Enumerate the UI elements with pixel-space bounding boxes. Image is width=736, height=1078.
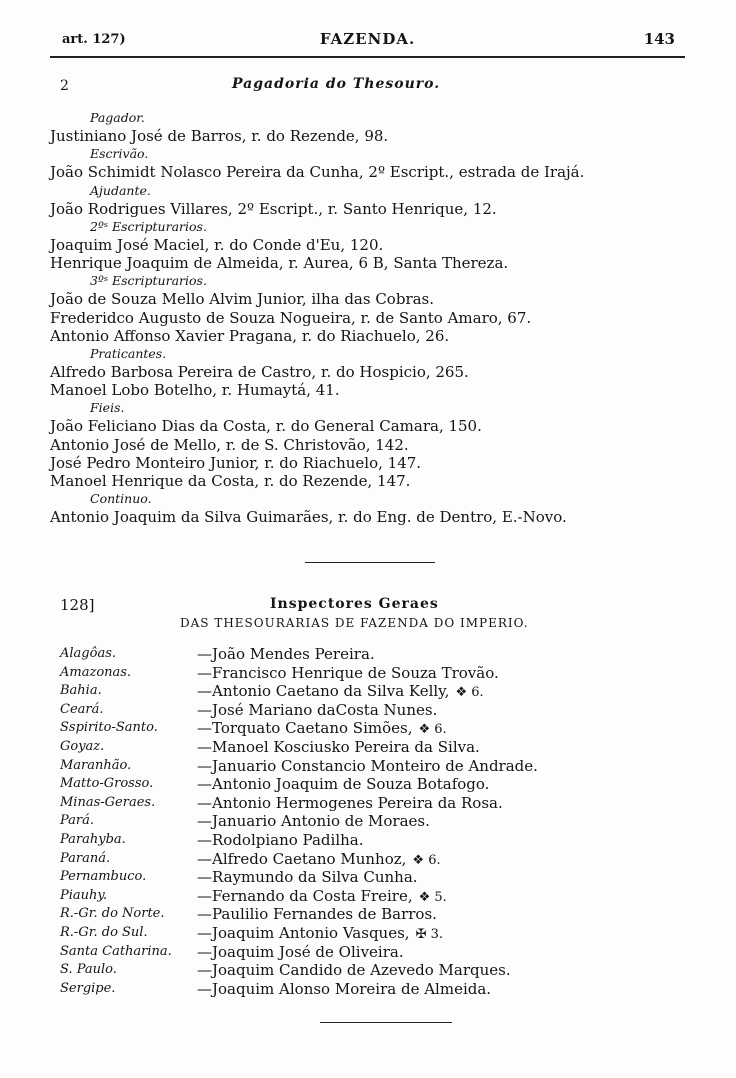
decoration-badge: ❖ 6. xyxy=(455,685,484,701)
inspector-text: —Joaquim Alonso Moreira de Almeida. xyxy=(197,979,492,998)
province-name: Amazonas. xyxy=(60,664,132,680)
page-header xyxy=(50,30,685,52)
province-name: Ceará. xyxy=(60,701,104,717)
table-row xyxy=(60,645,700,664)
staff-entry: Manoel Lobo Botelho, r. Humaytá, 41. xyxy=(50,381,340,400)
inspector-name xyxy=(197,775,489,794)
inspector-text: —Joaquim José de Oliveira. xyxy=(197,942,404,961)
inspector-text: —Januario Antonio de Moraes. xyxy=(197,812,430,831)
inspectors-table xyxy=(60,645,700,998)
inspector-text: —Francisco Henrique de Souza Trovão. xyxy=(197,663,499,682)
role-heading: Fieis. xyxy=(90,400,125,416)
inspector-text: —Joaquim Antonio Vasques, xyxy=(197,923,410,942)
page-title: FAZENDA. xyxy=(319,30,416,48)
staff-entry: Frederidco Augusto de Souza Nogueira, r. de Santo Amaro, 67. xyxy=(50,308,532,327)
staff-entry: Manoel Henrique da Costa, r. do Rezende, 147. xyxy=(50,471,411,490)
staff-entry: Joaquim José Maciel, r. do Conde d'Eu, 120. xyxy=(50,235,384,254)
role-heading: Pagador. xyxy=(90,110,145,125)
inspector-name xyxy=(197,831,364,850)
staff-entry: João Feliciano Dias da Costa, r. do General Camara, 150. xyxy=(50,417,482,436)
inspector-name xyxy=(197,905,437,924)
inspector-name xyxy=(197,794,503,813)
inspector-name xyxy=(197,664,499,683)
table-row xyxy=(60,831,700,850)
decoration-badge: ❖ 6. xyxy=(418,722,447,738)
staff-entry: João de Souza Mello Alvim Junior, ilha das Cobras. xyxy=(50,290,435,309)
end-divider xyxy=(320,1022,452,1023)
province-name: Maranhão. xyxy=(60,757,132,773)
province-name: R.-Gr. do Norte. xyxy=(60,906,165,922)
staff-entry: João Schimidt Nolasco Pereira da Cunha, 2º Escript., estrada de Irajá. xyxy=(50,163,585,182)
province-name: R.-Gr. do Sul. xyxy=(60,924,148,940)
inspector-text: —João Mendes Pereira. xyxy=(197,645,375,663)
province-name: Sspirito-Santo. xyxy=(60,720,158,736)
staff-entry: Antonio Joaquim da Silva Guimarães, r. do Eng. de Dentro, E.-Novo. xyxy=(50,508,567,527)
inspector-name xyxy=(197,980,491,999)
inspector-name xyxy=(197,738,480,757)
inspector-text: —Antonio Joaquim de Souza Botafogo. xyxy=(197,775,490,794)
province-name: Sergipe. xyxy=(60,980,116,996)
inspector-text: —Fernando da Costa Freire, xyxy=(197,886,413,905)
inspector-text: —Raymundo da Silva Cunha. xyxy=(197,868,418,887)
inspector-name xyxy=(197,868,418,887)
province-name: Alagôas. xyxy=(60,646,116,661)
province-name: Pará. xyxy=(60,813,95,829)
inspector-text: —Alfredo Caetano Munhoz, xyxy=(197,849,407,868)
decoration-badge: ❖ 5. xyxy=(418,889,447,905)
inspector-name xyxy=(197,924,443,945)
inspector-text: —Antonio Caetano da Silva Kelly, xyxy=(197,682,450,701)
decoration-badge: ✠ 3. xyxy=(415,926,443,942)
article-reference: art. 127) xyxy=(62,32,126,47)
province-name: Pernambuco. xyxy=(60,869,147,885)
inspector-text: —Paulilio Fernandes de Barros. xyxy=(197,905,437,924)
inspector-text: —Torquato Caetano Simões, xyxy=(197,719,413,738)
province-name: S. Paulo. xyxy=(60,962,117,978)
table-row xyxy=(60,719,700,738)
table-row xyxy=(60,887,700,906)
role-heading: 2ºˢ Escripturarios. xyxy=(90,218,207,234)
table-row xyxy=(60,664,700,683)
inspector-name xyxy=(197,887,447,908)
table-row xyxy=(60,868,700,887)
inspector-name xyxy=(197,850,441,871)
table-row xyxy=(60,775,700,794)
role-heading: Praticantes. xyxy=(90,345,167,361)
inspector-name xyxy=(197,943,404,962)
role-heading: Continuo. xyxy=(90,490,152,506)
staff-entry: Henrique Joaquim de Almeida, r. Aurea, 6 B, Santa Thereza. xyxy=(50,254,509,273)
staff-entry: Alfredo Barbosa Pereira de Castro, r. do Hospicio, 265. xyxy=(50,362,469,381)
table-row xyxy=(60,812,700,831)
inspector-name xyxy=(197,757,538,776)
role-heading: Ajudante. xyxy=(90,182,151,198)
province-name: Bahia. xyxy=(60,683,102,699)
staff-entry: Justiniano José de Barros, r. do Rezende, 98. xyxy=(50,127,389,146)
inspector-name xyxy=(197,719,447,740)
table-row xyxy=(60,980,700,999)
decoration-badge: ❖ 6. xyxy=(412,852,441,868)
inspector-text: —Januario Constancio Monteiro de Andrade. xyxy=(197,756,538,775)
inspector-text: —Antonio Hermogenes Pereira da Rosa. xyxy=(197,793,503,812)
staff-entry: Antonio José de Mello, r. de S. Christovão, 142. xyxy=(50,435,409,454)
staff-list xyxy=(50,109,700,526)
province-name: Goyaz. xyxy=(60,738,105,754)
table-row xyxy=(60,738,700,757)
inspector-name xyxy=(197,961,511,980)
table-row xyxy=(60,924,700,943)
inspector-name xyxy=(197,701,437,720)
table-row xyxy=(60,850,700,869)
header-rule xyxy=(50,56,685,58)
section-subtitle: DAS THESOURARIAS DE FAZENDA DO IMPERIO. xyxy=(180,616,529,630)
table-row xyxy=(60,961,700,980)
inspector-text: —Rodolpiano Padilha. xyxy=(197,830,364,849)
province-name: Matto-Grosso. xyxy=(60,776,154,792)
province-name: Santa Catharina. xyxy=(60,943,172,959)
role-heading: 3ºˢ Escripturarios. xyxy=(90,273,207,289)
section-title: Pagadoria do Thesouro. xyxy=(232,76,441,92)
province-name: Paraná. xyxy=(60,850,111,866)
table-row xyxy=(60,701,700,720)
section-title: Inspectores Geraes xyxy=(270,596,439,612)
inspector-name xyxy=(197,682,484,703)
table-row xyxy=(60,905,700,924)
section-number: 2 xyxy=(60,78,69,94)
section-number: 128] xyxy=(60,596,95,614)
table-row xyxy=(60,757,700,776)
staff-entry: Antonio Affonso Xavier Pragana, r. do Riachuelo, 26. xyxy=(50,326,450,345)
province-name: Minas-Geraes. xyxy=(60,794,156,810)
role-heading: Escrivão. xyxy=(90,146,149,162)
inspector-text: —Joaquim Candido de Azevedo Marques. xyxy=(197,961,511,980)
page-number: 143 xyxy=(643,30,675,48)
province-name: Parahyba. xyxy=(60,831,126,847)
staff-entry: José Pedro Monteiro Junior, r. do Riachuelo, 147. xyxy=(50,453,422,472)
inspector-text: —Manoel Kosciusko Pereira da Silva. xyxy=(197,737,480,756)
table-row xyxy=(60,794,700,813)
inspector-text: —José Mariano daCosta Nunes. xyxy=(197,700,438,719)
table-row xyxy=(60,943,700,962)
table-row xyxy=(60,682,700,701)
section-divider xyxy=(305,562,435,563)
inspector-name xyxy=(197,645,375,664)
inspector-name xyxy=(197,812,430,831)
staff-entry: João Rodrigues Villares, 2º Escript., r. Santo Henrique, 12. xyxy=(50,199,497,218)
province-name: Piauhy. xyxy=(60,887,108,903)
